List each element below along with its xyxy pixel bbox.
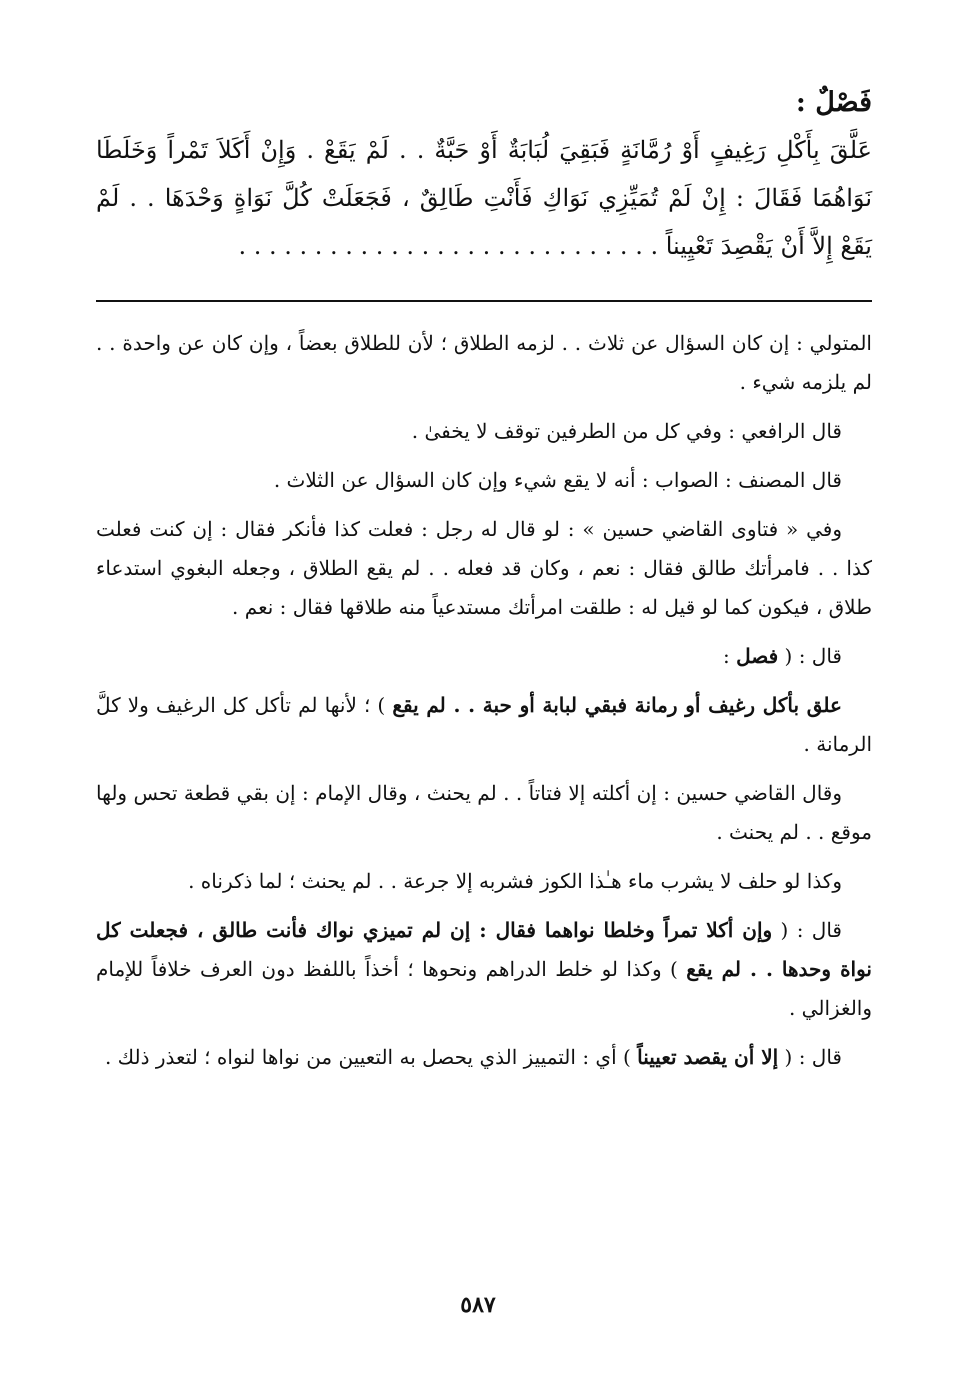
matn-text: عَلَّقَ بِأَكْلِ رَغِيفٍ أَوْ رُمَّانَةٍ فَبَقِيَ لُبَابَةٌ أَوْ حَبَّةٌ . . لَمْ يَقَعْ . وَإِنْ أَكَلاَ تَمْراً وَخَلَطَا نَوَاهُمَا فَقَالَ : إِنْ لَمْ تُمَيِّزِي نَوَاكِ فَأَنْتِ طَالِقٌ ، فَجَعَلَتْ كُلَّ نَوَاةٍ وَحْدَهَا . . لَمْ يَقَعْ إِلاَّ أَنْ يَقْصِدَ تَعْيِيناً . . . . . . . . . . . . . . . . . . . . . . . . . . . . [96, 136, 872, 260]
section-heading: فَصْلٌ : [795, 87, 872, 118]
quote-suffix: : [723, 644, 737, 668]
page-number: ٥٨٧ [460, 1292, 496, 1318]
quoted-matn: فصل [736, 644, 779, 668]
commentary-paragraph [96, 686, 872, 764]
commentary-text: ) ؛ لأنها لم تأكل كل الرغيف ولا كلَّ الرمانة . [96, 693, 872, 756]
commentary-section [96, 324, 872, 1087]
commentary-text: ) وكذا لو خلط الدراهم ونحوها ؛ أخذاً باللفظ دون العرف خلافاً للإمام والغزالي . [96, 957, 872, 1020]
quoted-matn: علق بأكل رغيف أو رمانة فبقي لبابة أو حبة . . لم يقع [392, 693, 842, 717]
commentary-paragraph: قال المصنف : الصواب : أنه لا يقع شيء وإن كان السؤال عن الثلاث . [273, 468, 842, 492]
quoted-matn: إلا أن يقصد تعييناً [637, 1045, 779, 1069]
quoted-matn: وإن أكلا تمراً وخلطا نواهما فقال : إن لم تميزي نواك فأنت طالق ، فجعلت كل نواة وحدها . . لم يقع [96, 918, 873, 981]
quote-prefix: قال : ( [778, 1045, 842, 1069]
commentary-paragraph: وفي « فتاوى القاضي حسين » : لو قال له رجل : فعلت كذا فأنكر فقال : إن كنت فعلت كذا . . فامرأتك طالق فقال : نعم ، وكان قد فعله . . لم يقع الطلاق ، وجعله البغوي استدعاء طلاق ، فيكون كما لو قيل له : طلقت امرأتك مستدعياً منه طلاقها فقال : نعم . [96, 517, 872, 619]
commentary-text: ) أي : التمييز الذي يحصل به التعيين من نواها لنواه ؛ لتعذر ذلك . [104, 1045, 638, 1069]
commentary-paragraph: قال الرافعي : وفي كل من الطرفين توقف لا يخفىٰ . [411, 419, 842, 443]
footnote-divider [96, 300, 872, 302]
commentary-paragraph [96, 1038, 872, 1077]
commentary-paragraph: المتولي : إن كان السؤال عن ثلاث . . لزمه الطلاق ؛ لأن للطلاق بعضاً ، وإن كان عن واحدة . . لم يلزمه شيء . [96, 331, 872, 394]
commentary-paragraph [96, 637, 872, 676]
commentary-paragraph [96, 911, 872, 1028]
quote-prefix: قال : ( [778, 644, 842, 668]
commentary-paragraph: وقال القاضي حسين : إن أكلته إلا فتاتاً . . لم يحنث ، وقال الإمام : إن بقي قطعة تحس ولها موقع . . لم يحنث . [96, 781, 872, 844]
quote-prefix: قال : ( [772, 918, 842, 942]
matn-section [96, 80, 872, 270]
commentary-paragraph: وكذا لو حلف لا يشرب ماء هـٰذا الكوز فشربه إلا جرعة . . لم يحنث ؛ لما ذكرناه . [188, 869, 842, 893]
